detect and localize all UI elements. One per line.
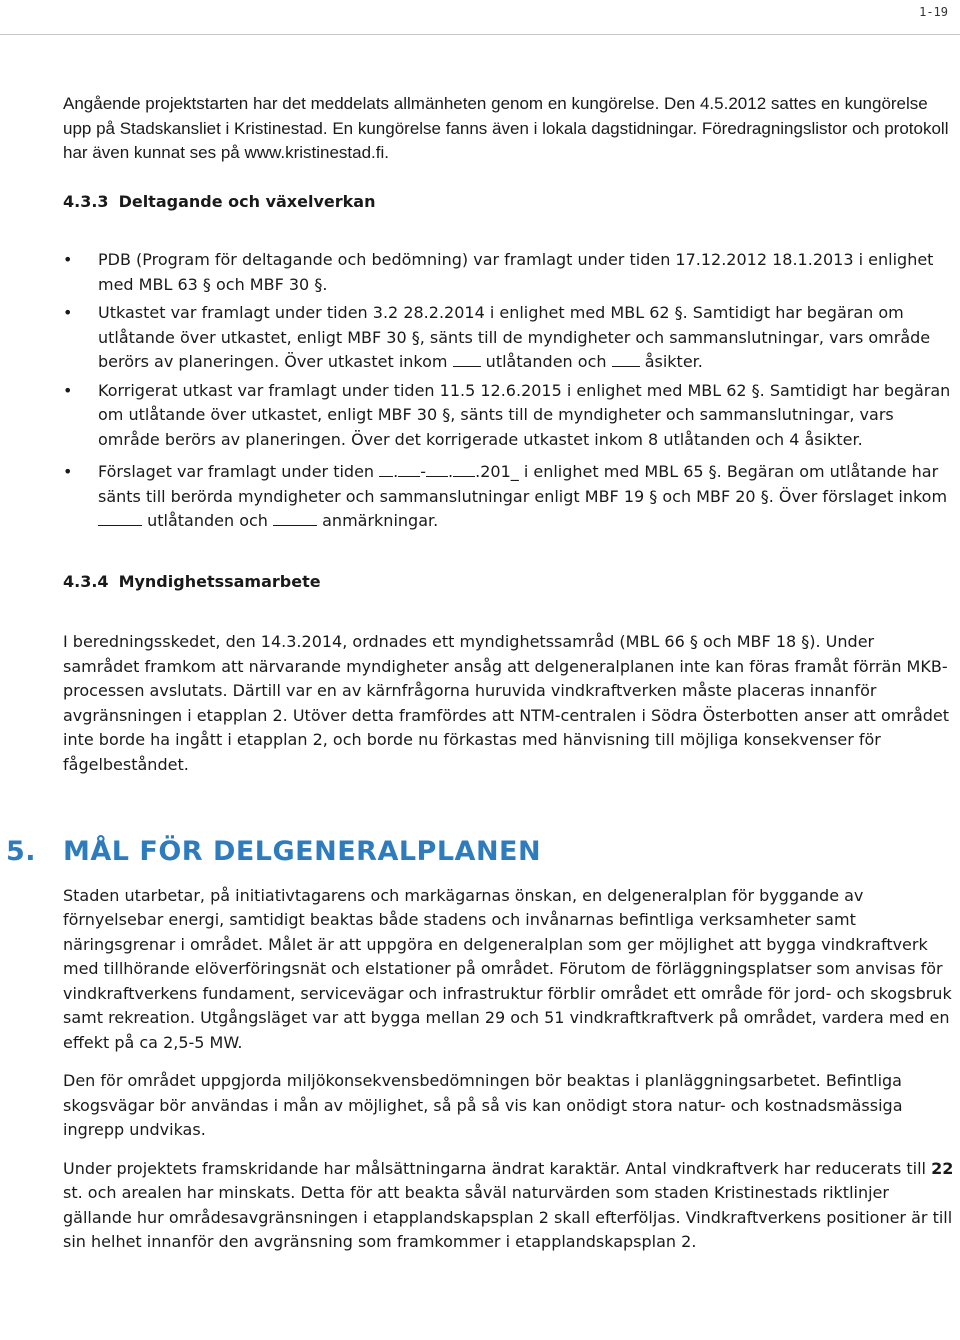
bullet-icon: • xyxy=(63,303,73,322)
goals-paragraph-2: Den för området uppgjorda miljökonsekvensbedömningen bör beaktas i planläggningsarbetet. Befintliga skogsvägar bör användas i mån av möjlighet, så på så vis kan onödigt stora natur- och kostnadsmässiga ingrepp undvikas. xyxy=(63,1071,903,1139)
list-item: • Förslaget var framlagt under tiden . - . .201_ i enlighet med MBL 65 §. Begäran om utlåtande har sänts till berörda myndigheter och sammanslutningar enligt MBF 19 § och MBF 20 §. Över förslaget inkom utlåtanden och anmärkningar. xyxy=(63,462,948,530)
list-item-text: Korrigerat utkast var framlagt under tiden 11.5 12.6.2015 i enlighet med MBL 62 §. Samtidigt har begäran om utlåtande över utkastet, enligt MBF 30 §, sänts till de myndigheter och sammanslutningar, vars område berörs av planeringen. Över det korrigerade utkastet inkom 8 utlåtanden och 4 åsikter. xyxy=(98,380,951,449)
list-item-text: anmärkningar. xyxy=(322,511,439,530)
blank-field xyxy=(426,462,448,477)
bullet-icon: • xyxy=(63,380,73,400)
turbine-count: 22 xyxy=(931,1158,954,1178)
list-item-text: Förslaget var framlagt under tiden xyxy=(98,462,375,481)
section-title: Deltagande och växelverkan xyxy=(118,191,376,211)
bullet-icon: • xyxy=(63,462,73,481)
list-item-text: utlåtanden och xyxy=(147,511,268,530)
section-heading-4-3-4 xyxy=(63,570,955,595)
blank-field xyxy=(273,511,317,526)
list-item-text: .201_ i enlighet med MBL 65 §. Begäran om utlåtande har sänts till berörda myndigheter och sammanslutningar enligt MBF 19 § och MBF 20 §. Över förslaget inkom xyxy=(98,462,948,506)
blank-field xyxy=(98,511,142,526)
blank-field xyxy=(612,352,640,367)
list-item xyxy=(63,379,955,453)
cooperation-paragraph: I beredningsskedet, den 14.3.2014, ordnades ett myndighetssamråd (MBL 66 § och MBF 18 §). Under samrådet framkom att närvarande myndigheter ansåg att delgeneralplanen inte kan föras framåt förrän MKB-processen avslutats. Därtill var en av kärnfrågorna huruvida vindkraftverken måste placeras innanför avgränsningen i etapplan 2. Utöver detta framfördes att NTM-centralen i Södra Österbotten anser att området inte borde ha ingått i etapplan 2, och borde nu förkastas med hänvisning till möjliga konsekvenser för fågelbeståndet. xyxy=(63,632,950,774)
chapter-number: 5. xyxy=(6,836,37,867)
section-number: 4.3.3 xyxy=(63,191,109,211)
section-heading-4-3-3 xyxy=(63,190,955,215)
header-divider xyxy=(0,34,960,35)
chapter-title: MÅL FÖR DELGENERALPLANEN xyxy=(63,836,542,867)
list-item-text: utlåtanden och xyxy=(485,352,607,371)
list-item-text: åsikter. xyxy=(644,352,703,371)
list-item xyxy=(63,301,955,375)
blank-field xyxy=(453,462,475,477)
list-item-text: PDB (Program för deltagande och bedömning) var framlagt under tiden 17.12.2012 18.1.2013 i enlighet med MBL 63 § och MBF 30 §. xyxy=(98,250,934,294)
blank-field xyxy=(453,352,481,367)
goals-paragraph-1: Staden utarbetar, på initiativtagarens och markägarnas önskan, en delgeneralplan för byggande av förnyelsebar energi, samtidigt beaktas både stadens och invånarnas befintliga verksamheter samt näringsgrenar i området. Målet är att uppgöra en delgeneralplan som ger möjlighet att bygga vindkraftverk med tillhörande elöverföringsnät och elstationer på området. Förutom de förläggningsplatser som anvisas för vindkraftverkens fundament, servicevägar och infrastruktur förblir området ett område för jord- och skogsbruk samt rekreation. Utgångsläget var att bygga mellan 29 och 51 vindkraftkraftverk på området, vardera med en effekt på ca 2,5-5 MW. xyxy=(63,885,952,1052)
blank-field xyxy=(379,462,393,477)
intro-paragraph: Angående projektstarten har det meddelats allmänheten genom en kungörelse. Den 4.5.2012 sattes en kungörelse upp på Stadskansliet i Kristinestad. En kungörelse fanns även i lokala dagstidningar. Föredragningslistor och protokoll har även kunnat ses på www.kristinestad.fi. xyxy=(63,94,949,162)
bullet-icon: • xyxy=(63,250,73,269)
list-item-text: Utkastet var framlagt under tiden 3.2 28.2.2014 i enlighet med MBL 62 §. Samtidigt har begäran om utlåtande över utkastet, enligt MBF 30 §, sänts till de myndigheter och sammanslutningar, vars område berörs av planeringen. Över utkastet inkom xyxy=(98,303,931,371)
blank-field xyxy=(398,462,420,477)
goals-paragraph-3 xyxy=(63,1157,955,1255)
page-number: 1-19 xyxy=(919,5,948,19)
chapter-heading-5 xyxy=(6,836,955,867)
paragraph-text: st. och arealen har minskats. Detta för att beakta såväl naturvärden som staden Kristinestads riktlinjer gällande hur områdesavgränsningen i etapplandskapsplan 2 skall efterföljas. Vindkraftverkens positioner är till sin helhet innanför den avgränsning som framkommer i etapplandskapsplan 2. xyxy=(63,1183,953,1251)
section-number: 4.3.4 xyxy=(63,571,109,591)
list-item xyxy=(63,248,955,297)
document-body xyxy=(6,92,955,1255)
paragraph-text: Under projektets framskridande har målsättningarna ändrat karaktär. Antal vindkraftverk har reducerats till xyxy=(63,1158,926,1178)
section-title: Myndighetssamarbete xyxy=(118,571,321,591)
participation-list xyxy=(63,248,955,534)
